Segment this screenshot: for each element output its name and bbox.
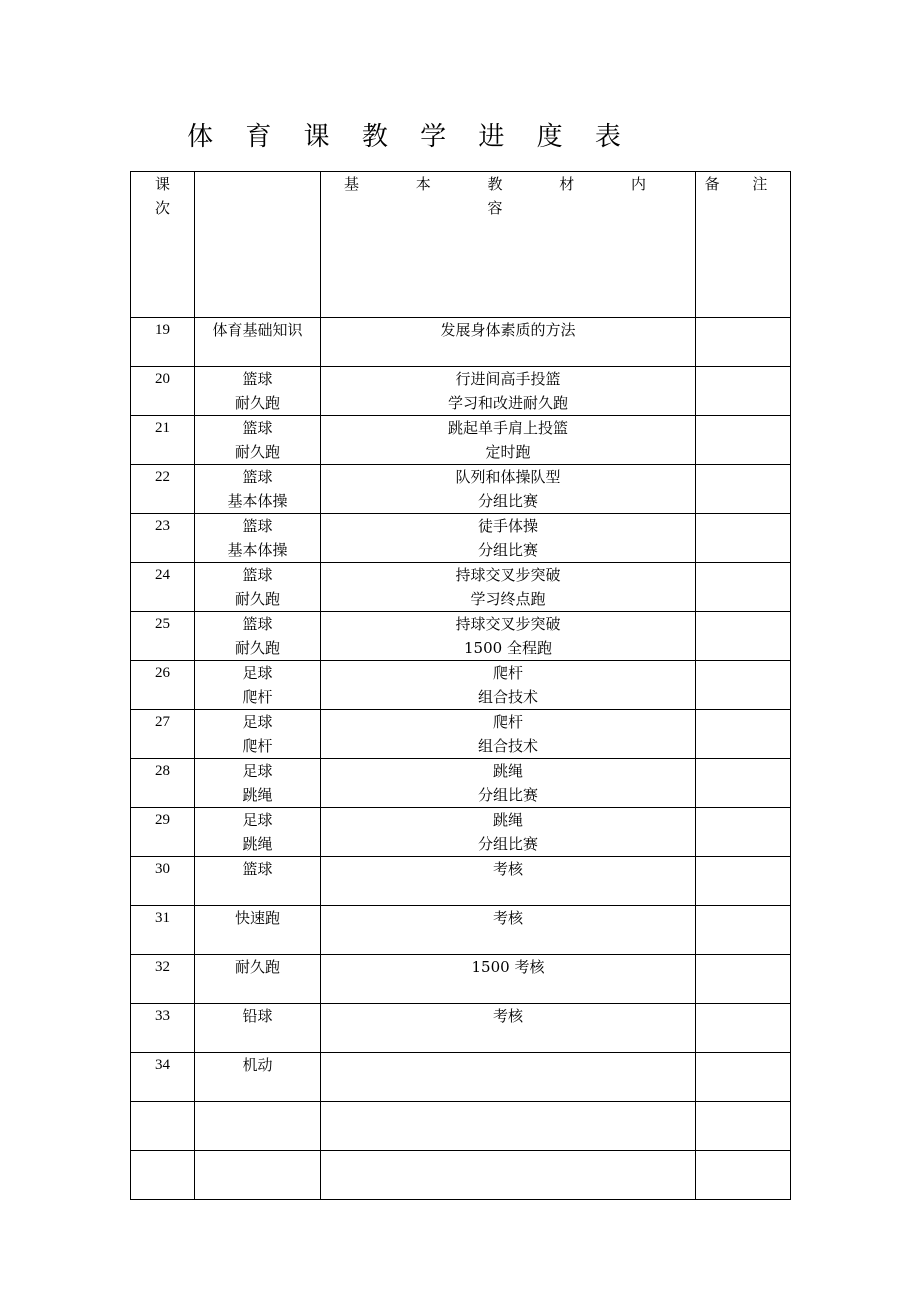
subject-line: 基本体操	[227, 541, 288, 559]
content-line: 学习和改进耐久跑	[447, 394, 568, 412]
subject-cell	[195, 1053, 321, 1102]
content-line: 徒手体操	[477, 517, 538, 535]
header-remark: 备 注	[696, 172, 791, 318]
content-cell	[321, 563, 696, 612]
header-lesson-label-2: 次	[154, 199, 170, 217]
remark-cell	[696, 1053, 791, 1102]
table-row	[131, 661, 791, 710]
subject-cell	[195, 563, 321, 612]
lesson-number: 32	[131, 955, 195, 1004]
table-row	[131, 857, 791, 906]
content-cell	[321, 710, 696, 759]
lesson-number: 24	[131, 563, 195, 612]
lesson-number: 25	[131, 612, 195, 661]
subject-line: 篮球	[242, 370, 273, 388]
content-line: 发展身体素质的方法	[440, 321, 576, 339]
subject-line: 篮球	[242, 517, 273, 535]
remark-cell	[696, 808, 791, 857]
header-lesson-label-1: 课	[154, 175, 170, 193]
content-line: 分组比赛	[477, 492, 538, 510]
content-line: 跳起单手肩上投篮	[447, 419, 568, 437]
remark-cell	[696, 514, 791, 563]
remark-cell	[696, 1004, 791, 1053]
header-content: 基 本 教 材 内 容	[321, 172, 696, 318]
subject-line: 足球	[242, 811, 273, 829]
table-row	[131, 563, 791, 612]
remark-cell	[696, 759, 791, 808]
header-row	[131, 172, 791, 318]
subject-line: 篮球	[242, 419, 273, 437]
remark-cell	[696, 416, 791, 465]
content-cell	[321, 318, 696, 367]
lesson-number: 34	[131, 1053, 195, 1102]
content-cell	[321, 465, 696, 514]
table-row	[131, 416, 791, 465]
subject-cell	[195, 367, 321, 416]
lesson-number: 31	[131, 906, 195, 955]
table-row	[131, 514, 791, 563]
lesson-number: 20	[131, 367, 195, 416]
subject-line: 足球	[242, 664, 273, 682]
subject-cell	[195, 612, 321, 661]
schedule-table	[130, 171, 791, 1200]
content-line: 跳绳	[492, 811, 523, 829]
subject-cell	[195, 906, 321, 955]
subject-line: 耐久跑	[234, 443, 280, 461]
schedule-body	[131, 318, 791, 1200]
header-lesson-number	[131, 172, 195, 318]
subject-line: 耐久跑	[234, 958, 280, 976]
subject-cell	[195, 416, 321, 465]
subject-line: 篮球	[242, 860, 273, 878]
subject-line: 铅球	[242, 1007, 273, 1025]
content-cell	[321, 1004, 696, 1053]
content-line: 学习终点跑	[470, 590, 546, 608]
subject-line: 篮球	[242, 468, 273, 486]
remark-cell	[696, 661, 791, 710]
lesson-number: 27	[131, 710, 195, 759]
subject-line: 篮球	[242, 566, 273, 584]
subject-cell	[195, 955, 321, 1004]
lesson-number: 33	[131, 1004, 195, 1053]
content-line: 组合技术	[477, 688, 538, 706]
subject-line: 机动	[242, 1056, 273, 1074]
table-row	[131, 710, 791, 759]
subject-cell	[195, 808, 321, 857]
table-row	[131, 1102, 791, 1151]
content-cell	[321, 955, 696, 1004]
table-row	[131, 759, 791, 808]
content-line: 分组比赛	[477, 786, 538, 804]
remark-cell	[696, 465, 791, 514]
content-line: 跳绳	[492, 762, 523, 780]
content-line: 爬杆	[492, 713, 523, 731]
table-row	[131, 906, 791, 955]
content-cell	[321, 1102, 696, 1151]
subject-cell	[195, 318, 321, 367]
subject-cell	[195, 465, 321, 514]
lesson-number: 30	[131, 857, 195, 906]
table-row	[131, 808, 791, 857]
content-line: 考核	[492, 860, 523, 878]
subject-line: 足球	[242, 762, 273, 780]
content-cell	[321, 514, 696, 563]
lesson-number	[131, 1102, 195, 1151]
subject-line: 体育基础知识	[212, 321, 303, 339]
content-cell	[321, 1053, 696, 1102]
subject-cell	[195, 514, 321, 563]
remark-cell	[696, 710, 791, 759]
page-title: 体 育 课 教 学 进 度 表	[187, 122, 633, 152]
content-line: 爬杆	[492, 664, 523, 682]
subject-cell	[195, 857, 321, 906]
content-line: 队列和体操队型	[455, 468, 561, 486]
content-cell	[321, 367, 696, 416]
remark-cell	[696, 563, 791, 612]
subject-cell	[195, 1004, 321, 1053]
subject-line: 爬杆	[242, 688, 273, 706]
subject-line: 足球	[242, 713, 273, 731]
remark-cell	[696, 1151, 791, 1200]
content-line: 持球交叉步突破	[455, 615, 561, 633]
content-line: 持球交叉步突破	[455, 566, 561, 584]
subject-line: 基本体操	[227, 492, 288, 510]
lesson-number: 19	[131, 318, 195, 367]
content-line: 考核	[492, 1007, 523, 1025]
subject-line: 快速跑	[234, 909, 280, 927]
lesson-number: 29	[131, 808, 195, 857]
subject-line: 跳绳	[242, 835, 273, 853]
subject-line: 耐久跑	[234, 590, 280, 608]
content-cell	[321, 759, 696, 808]
content-line: 组合技术	[477, 737, 538, 755]
content-line: 分组比赛	[477, 835, 538, 853]
table-row	[131, 318, 791, 367]
content-cell	[321, 416, 696, 465]
remark-cell	[696, 1102, 791, 1151]
subject-cell	[195, 710, 321, 759]
subject-line: 爬杆	[242, 737, 273, 755]
content-line: 行进间高手投篮	[455, 370, 561, 388]
subject-cell	[195, 661, 321, 710]
content-cell	[321, 661, 696, 710]
remark-cell	[696, 367, 791, 416]
content-cell	[321, 808, 696, 857]
content-line: 定时跑	[485, 443, 531, 461]
content-line: 1500 全程跑	[464, 639, 552, 657]
content-line: 分组比赛	[477, 541, 538, 559]
subject-line: 耐久跑	[234, 639, 280, 657]
lesson-number: 23	[131, 514, 195, 563]
table-row	[131, 465, 791, 514]
subject-cell	[195, 759, 321, 808]
table-row	[131, 1004, 791, 1053]
lesson-number: 22	[131, 465, 195, 514]
content-cell	[321, 612, 696, 661]
remark-cell	[696, 318, 791, 367]
header-subject	[195, 172, 321, 318]
table-row	[131, 1053, 791, 1102]
remark-cell	[696, 955, 791, 1004]
content-cell	[321, 906, 696, 955]
subject-cell	[195, 1151, 321, 1200]
table-row	[131, 1151, 791, 1200]
table-row	[131, 612, 791, 661]
lesson-number: 26	[131, 661, 195, 710]
table-row	[131, 367, 791, 416]
subject-line: 耐久跑	[234, 394, 280, 412]
lesson-number: 28	[131, 759, 195, 808]
subject-line: 篮球	[242, 615, 273, 633]
subject-line: 跳绳	[242, 786, 273, 804]
remark-cell	[696, 906, 791, 955]
content-cell	[321, 1151, 696, 1200]
content-line: 1500 考核	[471, 958, 545, 976]
content-line: 考核	[492, 909, 523, 927]
remark-cell	[696, 612, 791, 661]
subject-cell	[195, 1102, 321, 1151]
remark-cell	[696, 857, 791, 906]
lesson-number	[131, 1151, 195, 1200]
content-cell	[321, 857, 696, 906]
table-row	[131, 955, 791, 1004]
lesson-number: 21	[131, 416, 195, 465]
